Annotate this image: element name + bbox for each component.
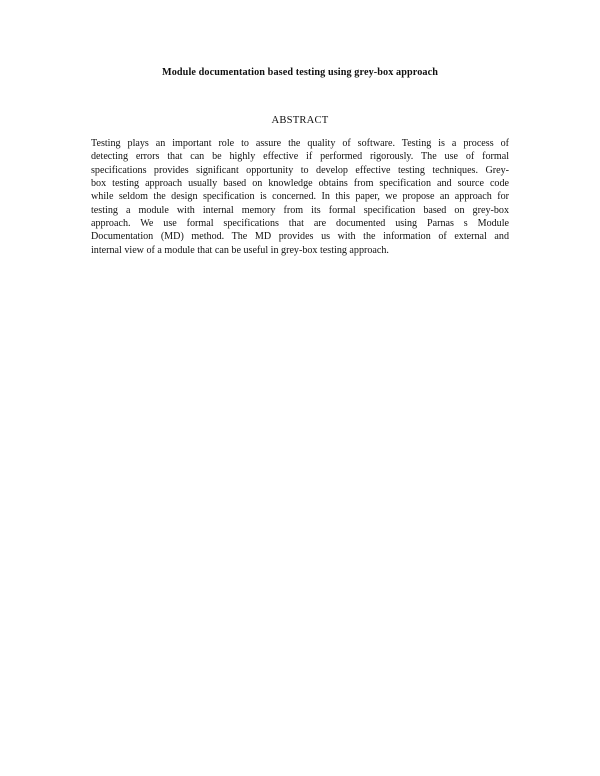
abstract-line: approach. We use formal specifications that are documented using Parnas s Module (91, 218, 509, 230)
paper-title: Module documentation based testing using grey-box approach (162, 67, 438, 78)
abstract-line: internal view of a module that can be useful in grey-box testing approach. (91, 244, 389, 256)
abstract-line: testing a module with internal memory from its formal specification based on grey-box (91, 204, 509, 216)
abstract-body (91, 137, 509, 257)
abstract-line: Testing plays an important role to assure the quality of software. Testing is a process of (91, 138, 509, 149)
abstract-line: specifications provides significant opportunity to develop effective testing techniques. Grey- (91, 164, 509, 176)
abstract-line: box testing approach usually based on knowledge obtains from specification and source code (91, 178, 509, 190)
abstract-line: Documentation (MD) method. The MD provides us with the information of external and (91, 231, 509, 243)
abstract-heading: ABSTRACT (271, 115, 329, 126)
abstract-line: detecting errors that can be highly effective if performed rigorously. The use of formal (91, 151, 509, 163)
abstract-line: while seldom the design specification is concerned. In this paper, we propose an approach for (91, 191, 509, 203)
